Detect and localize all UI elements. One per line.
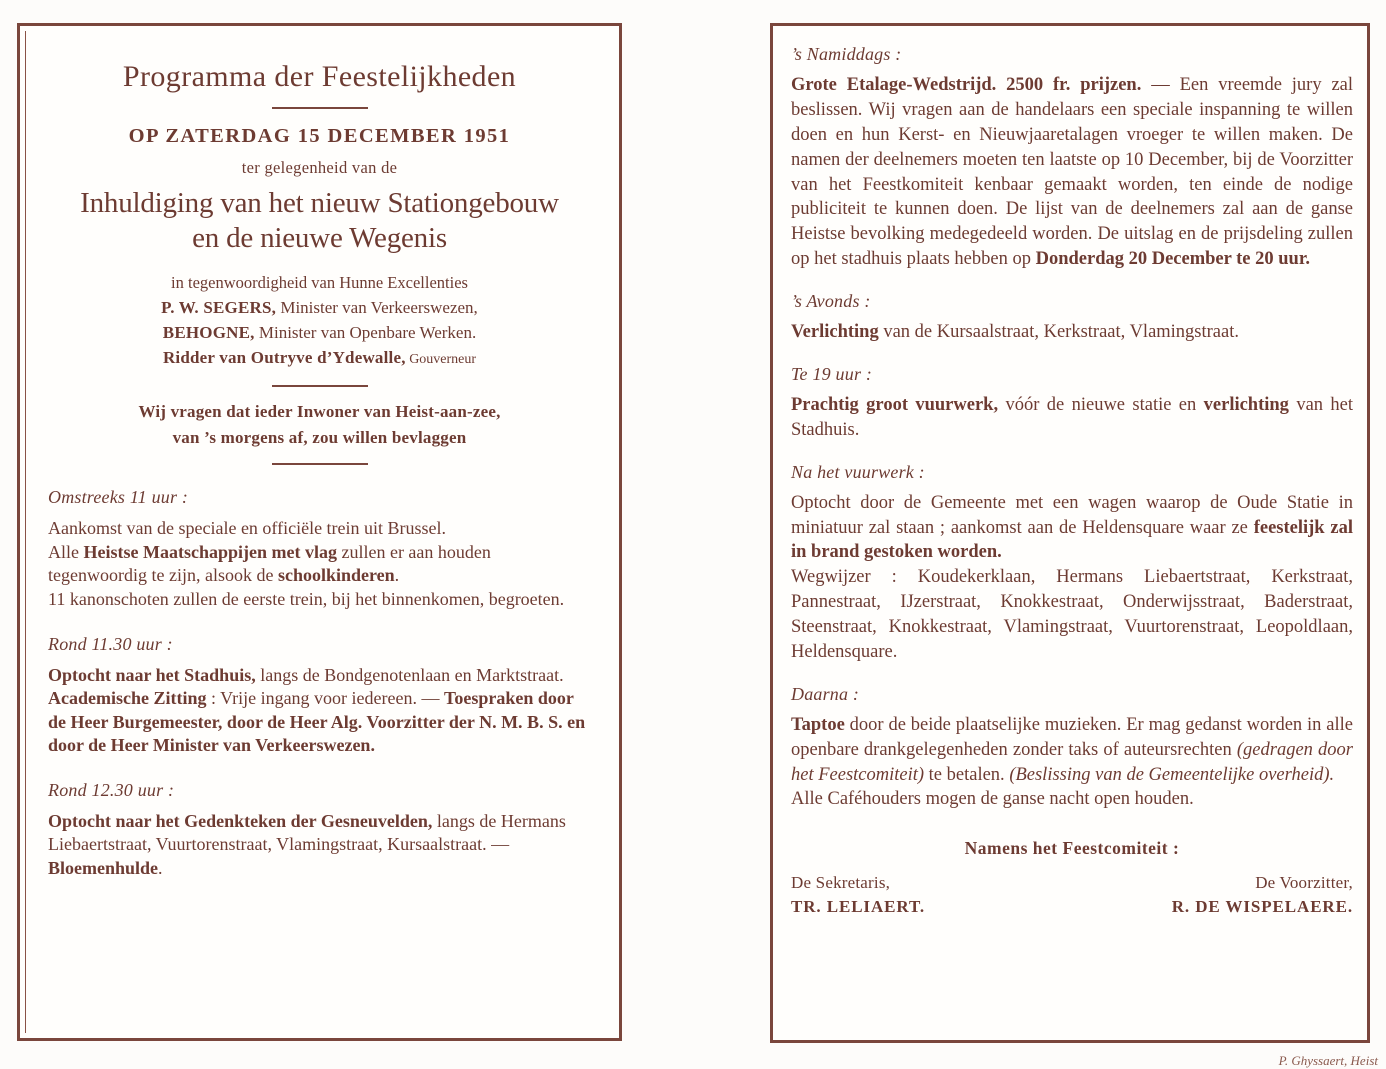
right-page-panel [770, 23, 1370, 1043]
schedule-paragraph: 11 kanonschoten zullen de eerste trein, bij het binnenkomen, begroeten. [48, 588, 565, 609]
dignitary-name: P. W. SEGERS, [161, 298, 277, 318]
schedule-time-heading: Rond 11.30 uur : [48, 633, 173, 654]
secretary-role: De Sekretaris, [791, 873, 891, 893]
dignitary-entry [48, 295, 591, 320]
dignitary-name: Ridder van Outryve d’Ydewalle, [162, 348, 406, 368]
secretary-signature [791, 871, 925, 919]
schedule-paragraph: Verlichting van de Kursaalstraat, Kerkstraat, Vlamingstraat. [791, 322, 1239, 342]
flag-appeal-line-1: Wij vragen dat ieder Inwoner van Heist-aan-zee, [138, 402, 501, 422]
divider-rule-middle [272, 385, 368, 387]
printer-imprint: P. Ghyssaert, Heist [1278, 1053, 1378, 1068]
right-panel-content [791, 44, 1353, 919]
schedule-paragraph: Prachtig groot vuurwerk, vóór de nieuwe statie en verlichting van het Stadhuis. [791, 394, 1353, 440]
event-title-line-1: Inhuldiging van het nieuw Stationgebouw [80, 187, 559, 219]
divider-rule-top [272, 107, 368, 109]
dignitaries-block [48, 271, 591, 371]
schedule-time-heading: ’s Avonds : [791, 291, 871, 311]
schedule-time-heading: ’s Namiddags : [791, 44, 902, 64]
signature-block [791, 838, 1353, 919]
dignitary-entry [48, 345, 591, 371]
dignitary-role: Minister van Openbare Werken. [254, 323, 477, 343]
schedule-time-heading: Te 19 uur : [791, 363, 873, 384]
dignitary-entry [48, 320, 591, 345]
schedule-paragraph: Alle Caféhouders mogen de ganse nacht open houden. [791, 789, 1194, 810]
dignitary-role: Gouverneur [405, 352, 477, 368]
dignitaries-intro: in tegenwoordigheid van Hunne Excellenties [171, 272, 468, 292]
schedule-time-heading: Daarna : [791, 683, 860, 704]
occasion-line: ter gelegenheid van de [241, 158, 398, 177]
flag-appeal [48, 399, 591, 450]
flag-appeal-line-2: van ’s morgens af, zou willen bevlaggen [172, 427, 467, 447]
schedule-paragraph: Aankomst van de speciale en officiële trein uit Brussel. [48, 518, 447, 539]
event-title-line-2: en de nieuwe Wegenis [192, 222, 447, 255]
schedule-paragraph: Alle Heistse Maatschappijen met vlag zullen er aan houden tegenwoordig te zijn, alsook de schoolkinderen. [48, 541, 491, 586]
page-title: Programma der Feestelijkheden [122, 60, 517, 93]
schedule-paragraph: Academische Zitting : Vrije ingang voor iedereen. — Toespraken door de Heer Burgemeester, door de Heer Alg. Voorzitter der N. M. B. S. en door de Heer Minister van Verkeerswezen. [48, 688, 586, 756]
dignitary-name: BEHOGNE, [162, 323, 255, 343]
event-title [48, 186, 591, 257]
signature-row [791, 871, 1353, 919]
schedule-time-heading: Omstreeks 11 uur : [48, 487, 189, 508]
chairman-name: R. DE WISPELAERE. [1171, 897, 1353, 917]
secretary-name: TR. LELIAERT. [791, 897, 926, 917]
chairman-role: De Voorzitter, [1255, 873, 1353, 893]
right-schedule-list [791, 44, 1353, 812]
left-page-panel [17, 23, 622, 1041]
schedule-paragraph: Taptoe door de beide plaatselijke muzieken. Er mag gedanst worden in alle openbare drankgelegenheden zonder taks of auteursrechten (gedragen door het Feestcomiteit) te betalen. (Beslissing van de Gemeentelijke overheid). [791, 714, 1353, 785]
schedule-paragraph: Optocht door de Gemeente met een wagen waarop de Oude Statie in miniatuur zal staan ; aankomst aan de Heldensquare waar ze feestelijk zal in brand gestoken worden. [791, 492, 1353, 563]
divider-rule-bottom [272, 463, 368, 465]
schedule-time-heading: Na het vuurwerk : [791, 461, 925, 482]
schedule-paragraph: Optocht naar het Gedenkteken der Gesneuvelden, langs de Hermans Liebaertstraat, Vuurtorenstraat, Vlamingstraat, Kursaalstraat. — Bloemenhulde. [48, 810, 566, 878]
schedule-paragraph: Wegwijzer : Koudekerklaan, Hermans Liebaertstraat, Kerkstraat, Pannestraat, IJzerstraat, Knokkestraat, Onderwijsstraat, Baderstraat, Steenstraat, Knokkestraat, Vlamingstraat, Vuurtorenstraat, Leopoldlaan, Heldensquare. [791, 567, 1353, 662]
schedule-time-heading: Rond 12.30 uur : [48, 779, 175, 800]
dignitary-role: Minister van Verkeerswezen, [276, 298, 478, 318]
chairman-signature [1172, 871, 1353, 919]
left-panel-content [24, 36, 615, 881]
signature-title: Namens het Feestcomiteit : [964, 838, 1180, 859]
left-schedule-list [48, 487, 591, 880]
schedule-paragraph: Grote Etalage-Wedstrijd. 2500 fr. prijzen. — Een vreemde jury zal beslissen. Wij vragen aan de handelaars een speciale inspanning te willen doen en hun Kerst- en Nieuwjaaretalagen vroeger te willen maken. De namen der deelnemers moeten ten laatste op 10 December, bij de Voorzitter van het Feestkomiteit kenbaar gemaakt worden, ten einde de nodige publiciteit te kunnen doen. De lijst van de deelnemers zal aan de ganse Heistse bevolking medegedeeld worden. De uitslag en de prijsdeling zullen op het stadhuis plaats hebben op Donderdag 20 December te 20 uur. [791, 75, 1354, 270]
schedule-paragraph: Optocht naar het Stadhuis, langs de Bondgenotenlaan en Marktstraat. [48, 664, 564, 685]
event-date-heading: OP ZATERDAG 15 DECEMBER 1951 [128, 125, 511, 147]
